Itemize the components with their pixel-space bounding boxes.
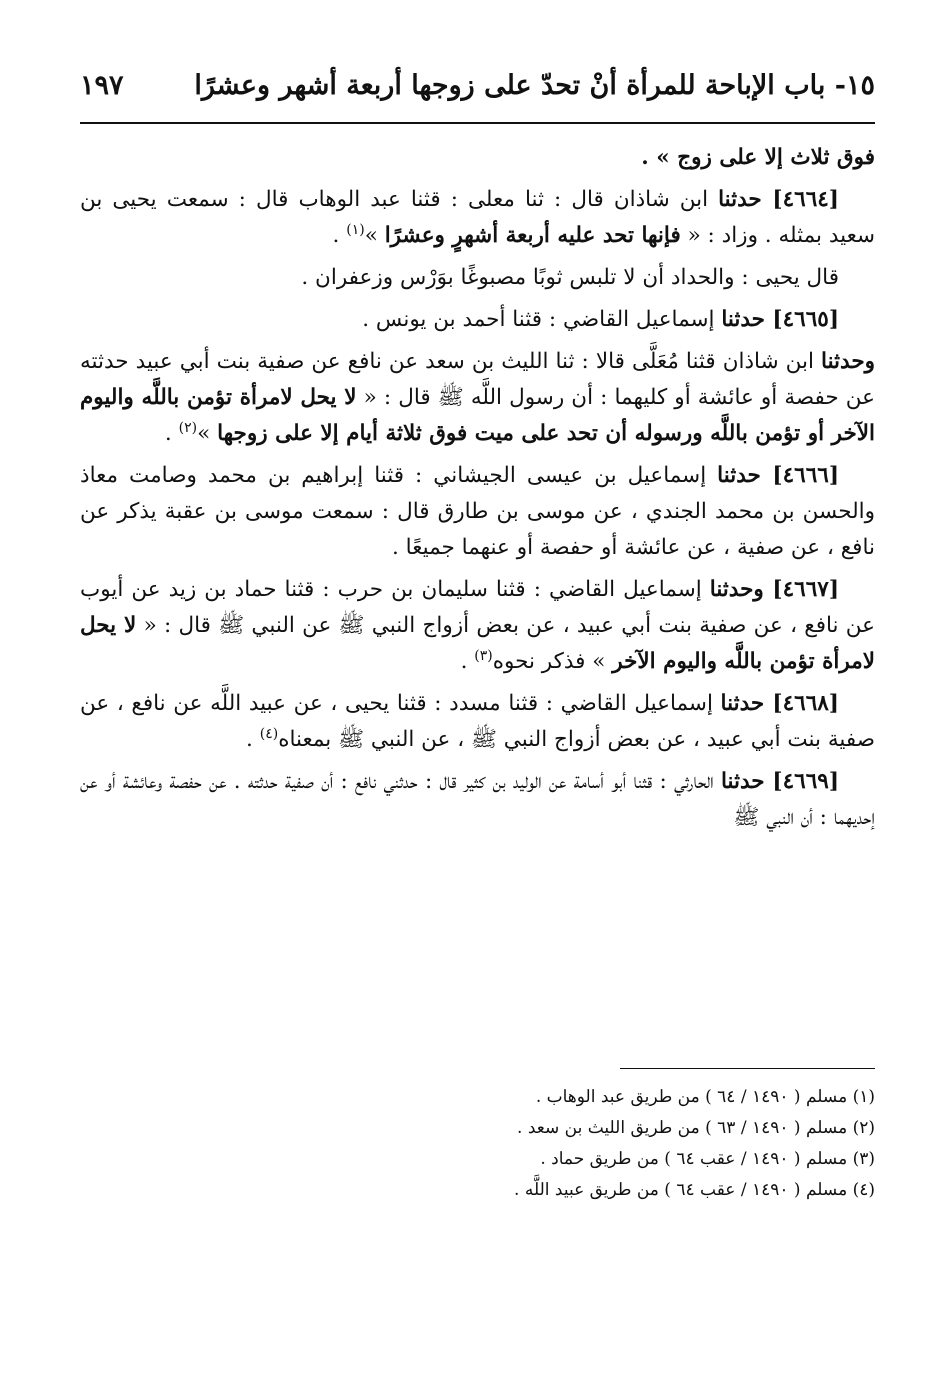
body-text: . [164,421,179,446]
bold-text: فإنها تحد عليه أربعة أشهرٍ وعشرًا [384,223,681,248]
paragraph [80,344,875,452]
body-text: » فذكر نحوه [492,649,613,674]
body-text: إسماعيل القاضي : قثنا مسدد : قثنا يحيى ، عن عبيد اللَّه عن نافع ، عن صفية بنت أبي عبيد ، عن بعض أزواج النبي ﷺ ، عن النبي ﷺ بمعناه [80,691,875,752]
footnote-reference: (٣) [474,647,493,664]
body-text: . [460,649,475,674]
book-page [80,60,875,1320]
body-text: ابن شاذان قال : ثنا معلى : قثنا عبد الوهاب قال : سمعت يحيى بن سعيد بمثله . وزاد : « [80,187,875,248]
bold-text: [٤٦٦٩] حدثنا [720,769,839,794]
paragraph [80,302,875,338]
footnote-reference: (١) [346,221,365,238]
footnote-2: (٢) مسلم ( ١٤٩٠ / ٦٣ ) من طريق الليث بن سعد . [517,1118,875,1138]
body-text: » [197,421,218,446]
main-text [80,140,875,842]
body-text: إسماعيل القاضي : قثنا أحمد بن يونس . [362,307,722,332]
bold-text: لا يحل لامرأة تؤمن باللَّه واليوم الآخر أو تؤمن باللَّه ورسوله أن تحد على ميت فوق ثلاثة أيام إلا على زوجها [80,385,875,446]
bold-text: فوق ثلاث إلا على زوج » . [641,145,875,170]
bold-text: [٤٦٦٥] حدثنا [721,307,839,332]
paragraph [80,764,875,836]
body-text: . [246,727,260,752]
bold-text: [٤٦٦٦] حدثنا [717,463,839,488]
paragraph [80,458,875,566]
body-text: . [332,223,347,248]
bold-text: [٤٦٦٧] وحدثنا [709,577,839,602]
bold-text: [٤٦٦٨] حدثنا [720,691,839,716]
paragraph [80,140,875,176]
body-text: الحارثي : قثنا أبو أسامة عن الوليد بن كثير قال : حدثني نافع : أن صفية حدثته . عن حفصة وعائشة أو عن إحديهما : أن النبي ﷺ [80,769,875,830]
paragraph [80,572,875,680]
footnote-4: (٤) مسلم ( ١٤٩٠ / عقب ٦٤ ) من طريق عبيد اللَّه . [514,1180,875,1200]
paragraph [80,260,875,296]
page-header [80,60,875,110]
footnotes [80,1082,875,1206]
paragraph [80,686,875,758]
page-number: ١٩٧ [80,69,124,101]
chapter-title: ١٥- باب الإباحة للمرأة أنْ تحدّ على زوجها أربعة أشهر وعشرًا [194,69,875,101]
footnote-reference: (٢) [178,419,198,436]
body-text: » [364,223,385,248]
footnote-reference: (٤) [259,725,279,742]
header-divider [80,122,875,124]
footnote-divider [620,1068,875,1069]
body-text: قال يحيى : والحداد أن لا تلبس ثوبًا مصبوغًا بوَرْس وزعفران . [301,265,839,290]
footnote-3: (٣) مسلم ( ١٤٩٠ / عقب ٦٤ ) من طريق حماد . [540,1149,875,1169]
bold-text: وحدثنا [821,349,875,374]
body-text: إسماعيل القاضي : قثنا سليمان بن حرب : قثنا حماد بن زيد عن أيوب عن نافع ، عن صفية بنت أبي عبيد ، عن بعض أزواج النبي ﷺ عن النبي ﷺ قال : « [80,577,875,638]
bold-text: لا يحل لامرأة تؤمن باللَّه واليوم الآخر [80,613,875,674]
paragraph [80,182,875,254]
body-text: ابن شاذان قثنا مُعَلَّى قالا : ثنا الليث بن سعد عن نافع عن صفية بنت أبي عبيد حدثته عن حفصة أو عائشة أو كليهما : أن رسول اللَّه ﷺ قال : « [80,349,875,410]
body-text: إسماعيل بن عيسى الجيشاني : قثنا إبراهيم بن محمد وصامت معاذ والحسن بن محمد الجندي ، عن موسى بن طارق قال : سمعت موسى بن عقبة يذكر عن نافع ، عن صفية ، عن عائشة أو حفصة أو عنهما جميعًا . [80,463,875,560]
bold-text: [٤٦٦٤] حدثنا [718,187,839,212]
footnote-1: (١) مسلم ( ١٤٩٠ / ٦٤ ) من طريق عبد الوهاب . [535,1087,875,1107]
